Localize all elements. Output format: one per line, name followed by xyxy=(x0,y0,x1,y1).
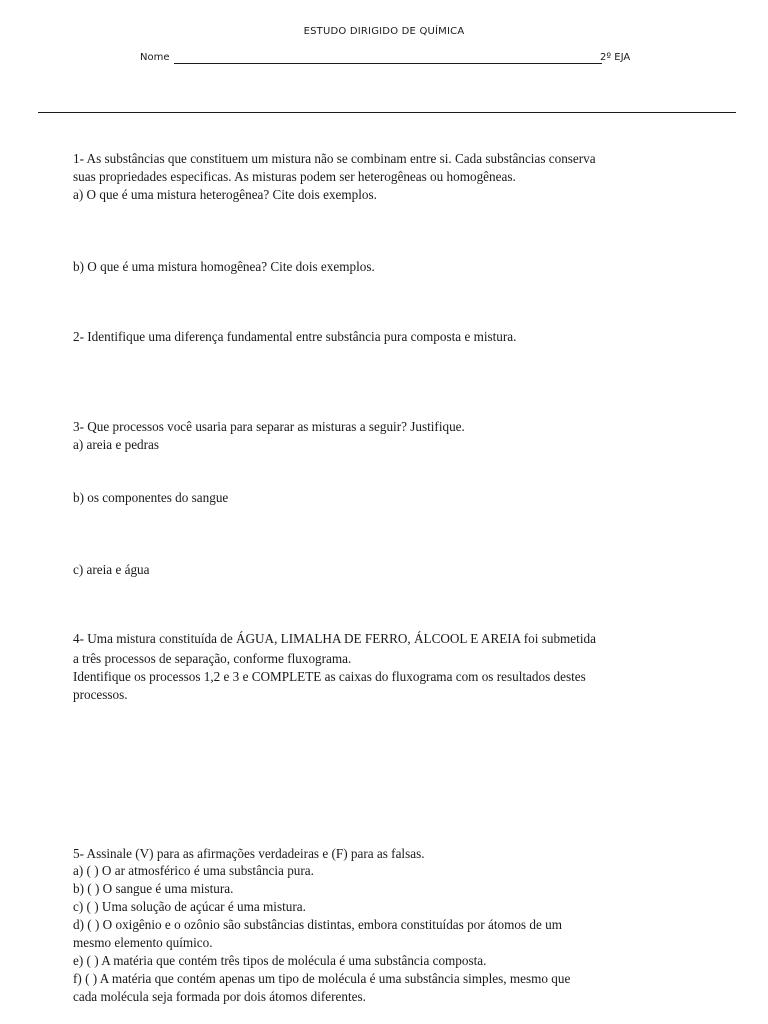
header-divider xyxy=(38,112,736,113)
name-label: Nome xyxy=(140,52,170,63)
q5-item-f-line2: cada molécula seja formada por dois átomos diferentes. xyxy=(73,989,366,1004)
q4-instruction-line2: processos. xyxy=(73,687,128,702)
q5-item-a: a) ( ) O ar atmosférico é uma substância pura. xyxy=(73,863,314,878)
q5-item-d-line1: d) ( ) O oxigênio e o ozônio são substâncias distintas, embora constituídas por átomos de um xyxy=(73,917,562,932)
q1-statement-line2: suas propriedades especificas. As misturas podem ser heterogêneas ou homogêneas. xyxy=(73,169,516,184)
name-blank-line xyxy=(174,63,602,64)
q5-item-b: b) ( ) O sangue é uma mistura. xyxy=(73,881,234,896)
q4-statement-line2: a três processos de separação, conforme fluxograma. xyxy=(73,651,352,666)
q5-item-e: e) ( ) A matéria que contém três tipos de molécula é uma substância composta. xyxy=(73,953,487,968)
name-field-row xyxy=(140,52,640,68)
q4-statement-line1: 4- Uma mistura constituída de ÁGUA, LIMALHA DE FERRO, ÁLCOOL E AREIA foi submetida xyxy=(73,631,596,646)
q5-statement: 5- Assinale (V) para as afirmações verdadeiras e (F) para as falsas. xyxy=(73,846,425,861)
page-title: ESTUDO DIRIGIDO DE QUÍMICA xyxy=(303,26,465,37)
q1-item-a: a) O que é uma mistura heterogênea? Cite dois exemplos. xyxy=(73,187,377,202)
q3-statement: 3- Que processos você usaria para separar as misturas a seguir? Justifique. xyxy=(73,419,465,434)
class-label: 2º EJA xyxy=(600,52,631,63)
q1-statement-line1: 1- As substâncias que constituem um mistura não se combinam entre si. Cada substâncias conserva xyxy=(73,151,596,166)
q5-item-d-line2: mesmo elemento químico. xyxy=(73,935,213,950)
q3-item-c: c) areia e água xyxy=(73,562,150,577)
q5-item-f-line1: f) ( ) A matéria que contém apenas um tipo de molécula é uma substância simples, mesmo que xyxy=(73,971,571,986)
q5-item-c: c) ( ) Uma solução de açúcar é uma mistura. xyxy=(73,899,306,914)
q3-item-a: a) areia e pedras xyxy=(73,437,160,452)
q1-item-b: b) O que é uma mistura homogênea? Cite dois exemplos. xyxy=(73,259,375,274)
q2-statement: 2- Identifique uma diferença fundamental entre substância pura composta e mistura. xyxy=(73,329,517,344)
q3-item-b: b) os componentes do sangue xyxy=(73,490,229,505)
q4-instruction-line1: Identifique os processos 1,2 e 3 e COMPLETE as caixas do fluxograma com os resultados destes xyxy=(73,669,586,684)
